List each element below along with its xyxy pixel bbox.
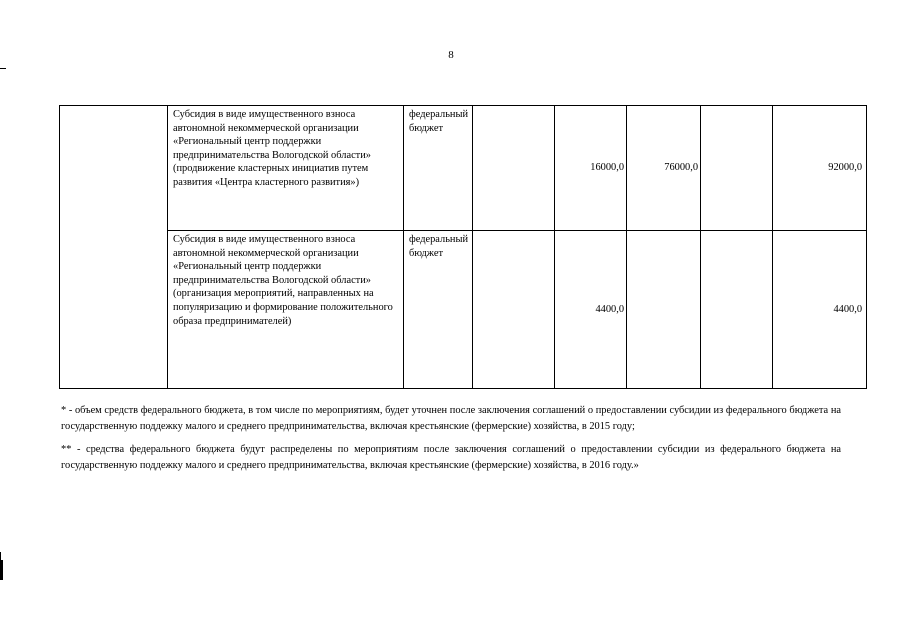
row-description: Субсидия в виде имущественного взноса автономной некоммерческой организации «Региональный центр поддержки предпринимательства Вологодской области» (продвижение кластерных инициатив путем развития «Центра кластерного развития») [168,106,404,231]
row-value-col7: 4400,0 [773,231,867,389]
table-row [60,106,867,231]
row-value-col4: 16000,0 [555,106,627,231]
row-description: Субсидия в виде имущественного взноса автономной некоммерческой организации «Региональный центр поддержки предпринимательства Вологодской области» (организация мероприятий, направленных на популяризацию и формирование положительного образа предпринимателей) [168,231,404,389]
row-value-col3 [473,106,555,231]
row-value-col7: 92000,0 [773,106,867,231]
table-row [60,231,867,389]
row-value-col6 [701,231,773,389]
footnote-federal-budget-2016: ** - средства федерального бюджета будут распределены по мероприятиям после заключения соглашений о предоставлении субсидии из федерального бюджета на государственную поддежку малого и среднего предпринимательства, включая крестьянские (фермерские) хозяйства, в 2016 году.» [61,444,841,471]
merged-empty-cell [60,106,168,389]
row-value-col4: 4400,0 [555,231,627,389]
margin-scan-mark [0,68,6,69]
row-value-col3 [473,231,555,389]
footnote-federal-budget-2015: * - объем средств федерального бюджета, в том числе по мероприятиям, будет уточнен после заключения соглашений о предоставлении субсидии из федерального бюджета на государственную поддежку малого и среднего предпринимательства, включая крестьянские (фермерские) хозяйства, в 2015 году; [61,405,841,432]
row-funding-source: федеральный бюджет [404,231,473,389]
margin-scan-mark [0,552,1,560]
budget-table [59,105,867,389]
row-funding-source: федеральный бюджет [404,106,473,231]
page-number: 8 [448,49,454,61]
margin-scan-mark [0,560,3,580]
row-value-col5: 76000,0 [627,106,701,231]
row-value-col5 [627,231,701,389]
row-value-col6 [701,106,773,231]
